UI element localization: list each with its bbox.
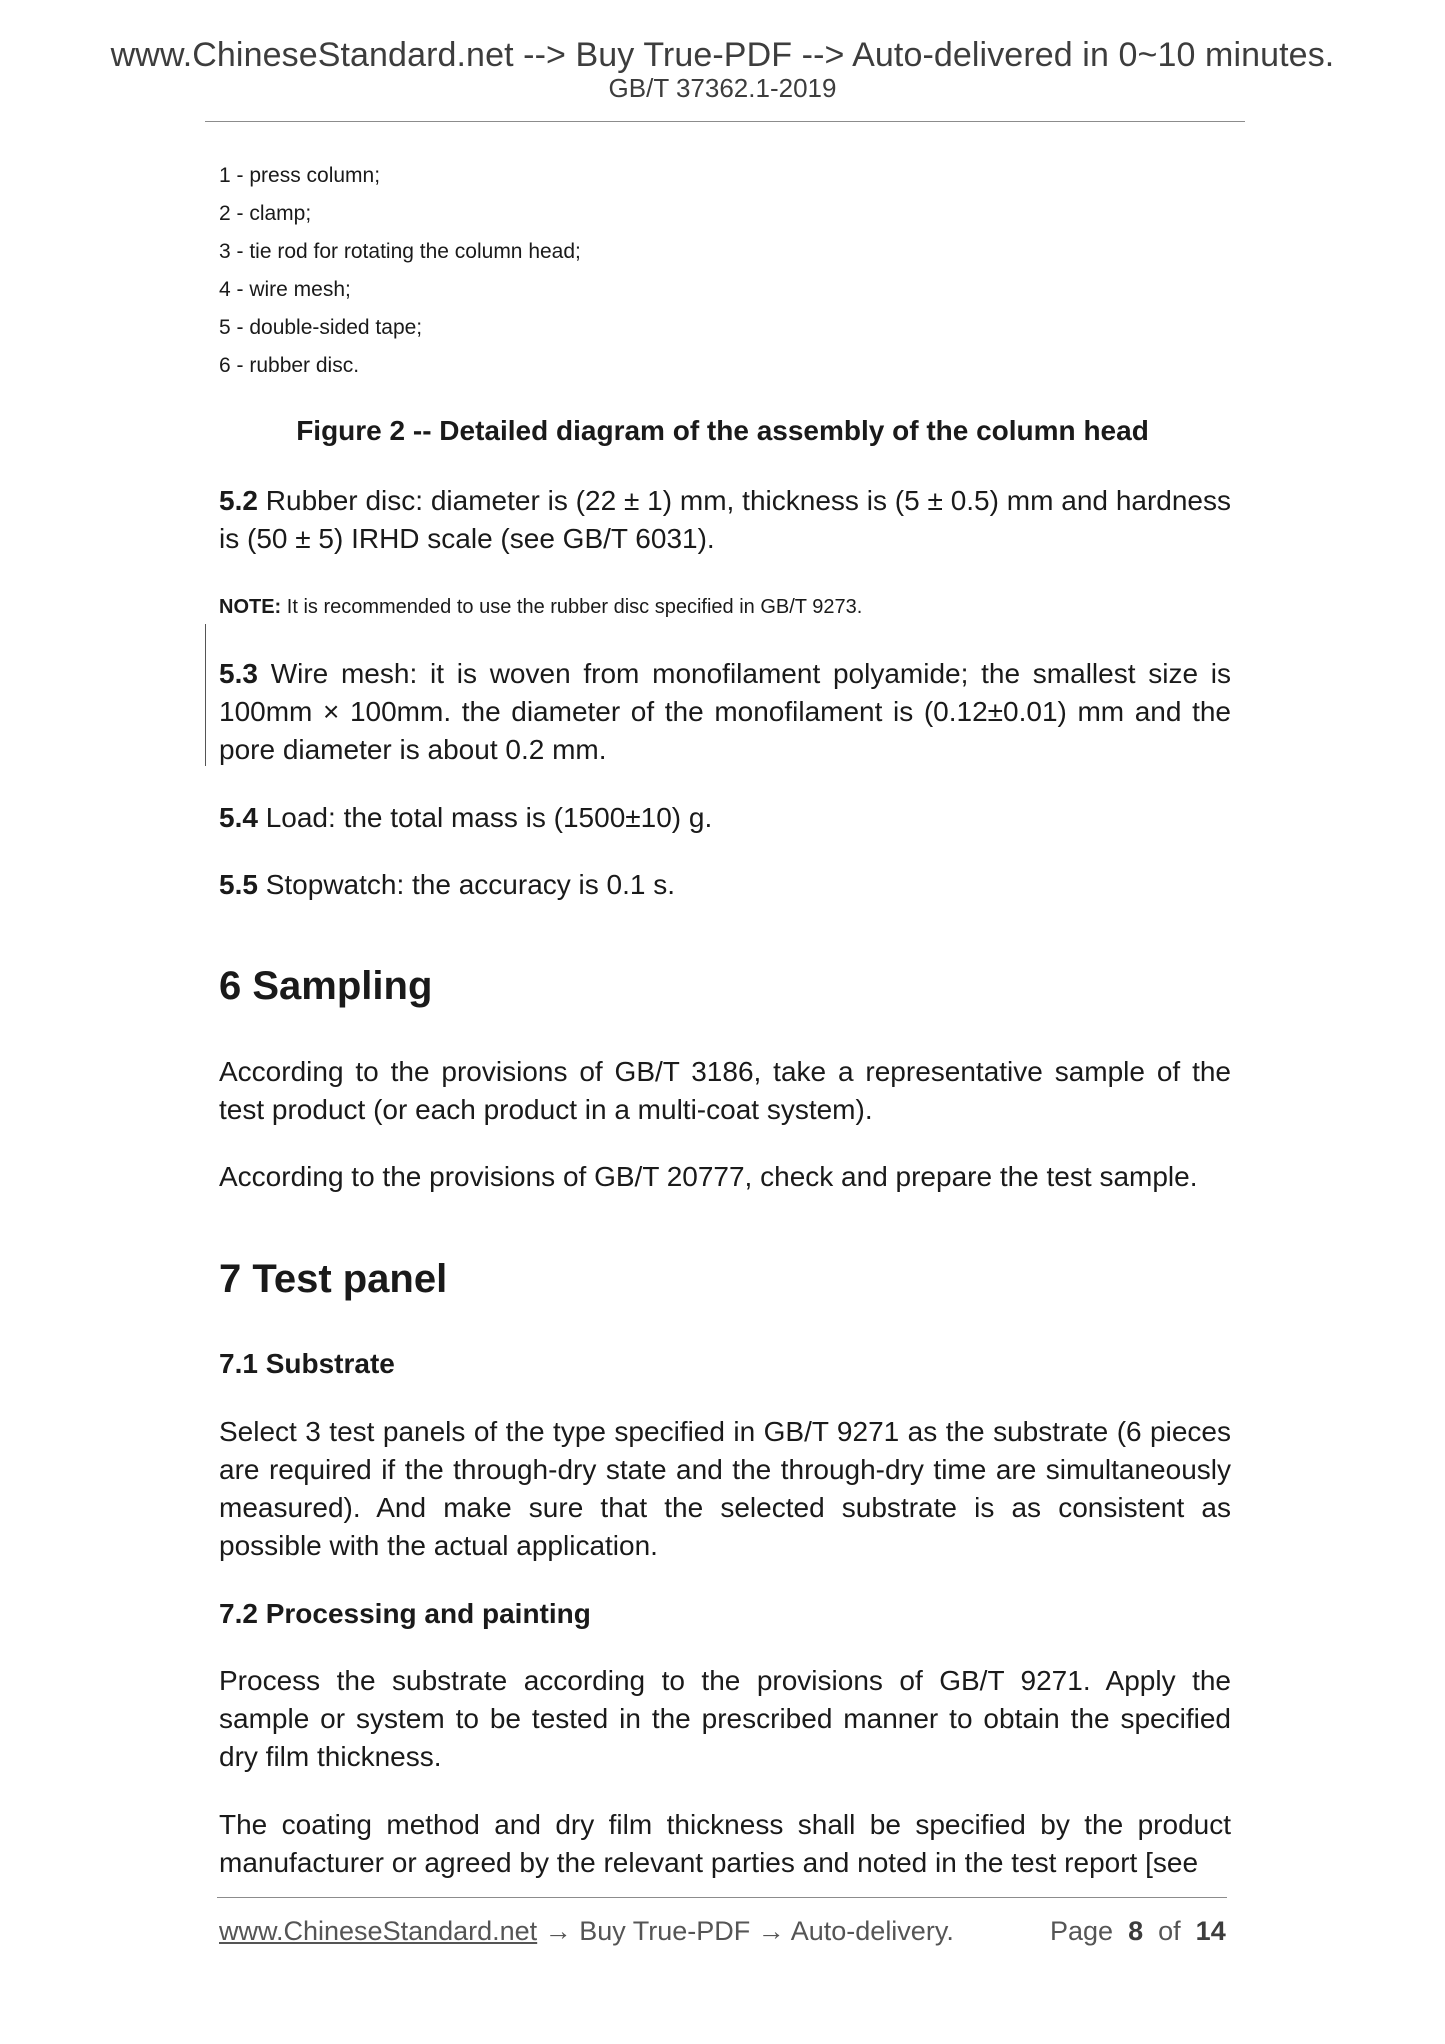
note-text: It is recommended to use the rubber disc specified in GB/T 9273.	[286, 596, 863, 618]
standard-id: GB/T 37362.1-2019	[608, 73, 837, 103]
header-banner: www.ChineseStandard.net --> Buy True-PDF --> Auto-delivered in 0~10 minutes.	[110, 36, 1335, 74]
clause-5-4	[219, 799, 1231, 837]
subsection-heading-substrate: 7.1 Substrate	[219, 1348, 395, 1379]
legend-item: 3 - tie rod for rotating the column head;	[219, 240, 581, 263]
note	[219, 592, 1231, 622]
processing-paragraph: Process the substrate according to the provisions of GB/T 9271. Apply the sample or system to be tested in the prescribed manner to obtain the specified dry film thickness.	[219, 1665, 1231, 1772]
clause-text: Stopwatch: the accuracy is 0.1 s.	[265, 869, 676, 900]
footer-link[interactable]: www.ChineseStandard.net	[219, 1916, 538, 1946]
sampling-paragraph: According to the provisions of GB/T 3186, take a representative sample of the test product (or each product in a multi-coat system).	[219, 1056, 1231, 1125]
legend-item: 2 - clamp;	[219, 202, 312, 225]
page-counter	[1050, 1916, 1226, 1947]
of-label: of	[1158, 1916, 1181, 1946]
clause-number: 5.4	[219, 802, 258, 833]
processing-paragraph: The coating method and dry film thickness shall be specified by the product manufacturer or agreed by the relevant parties and noted in the test report [see	[219, 1809, 1231, 1878]
page-total: 14	[1195, 1916, 1226, 1946]
section-heading-sampling: 6 Sampling	[219, 964, 433, 1008]
clause-text: Load: the total mass is (1500±10) g.	[265, 802, 713, 833]
revision-bar	[205, 624, 206, 766]
note-label: NOTE:	[219, 596, 282, 618]
clause-text: Wire mesh: it is woven from monofilament polyamide; the smallest size is 100mm × 100mm. the diameter of the monofilament is (0.12±0.01) mm and the pore diameter is about 0.2 mm.	[219, 658, 1231, 765]
footer-divider	[217, 1897, 1227, 1898]
legend-item: 1 - press column;	[219, 164, 381, 187]
header-divider	[205, 121, 1245, 122]
clause-text: Rubber disc: diameter is (22 ± 1) mm, thickness is (5 ± 0.5) mm and hardness is (50 ± 5) IRHD scale (see GB/T 6031).	[219, 485, 1232, 554]
page-number: 8	[1128, 1916, 1144, 1946]
page-label: Page	[1050, 1916, 1114, 1946]
substrate-paragraph: Select 3 test panels of the type specified in GB/T 9271 as the substrate (6 pieces are required if the through-dry state and the through-dry time are simultaneously measured). And make sure that the selected substrate is as consistent as possible with the actual application.	[219, 1416, 1231, 1561]
clause-5-3	[219, 655, 1231, 769]
footer-promo-text: → Buy True-PDF → Auto-delivery.	[537, 1916, 954, 1946]
clause-number: 5.3	[219, 658, 258, 689]
footer-promo	[219, 1916, 954, 1947]
figure-legend	[219, 162, 581, 390]
sampling-paragraph: According to the provisions of GB/T 20777, check and prepare the test sample.	[219, 1161, 1198, 1192]
subsection-heading-processing: 7.2 Processing and painting	[219, 1598, 591, 1629]
legend-item: 6 - rubber disc.	[219, 354, 360, 377]
legend-item: 5 - double-sided tape;	[219, 316, 423, 339]
clause-5-5	[219, 866, 1231, 904]
legend-item: 4 - wire mesh;	[219, 278, 351, 301]
figure-caption: Figure 2 -- Detailed diagram of the assembly of the column head	[296, 415, 1149, 446]
section-heading-test-panel: 7 Test panel	[219, 1257, 448, 1301]
clause-5-2	[219, 482, 1231, 558]
clause-number: 5.2	[219, 485, 258, 516]
clause-number: 5.5	[219, 869, 258, 900]
